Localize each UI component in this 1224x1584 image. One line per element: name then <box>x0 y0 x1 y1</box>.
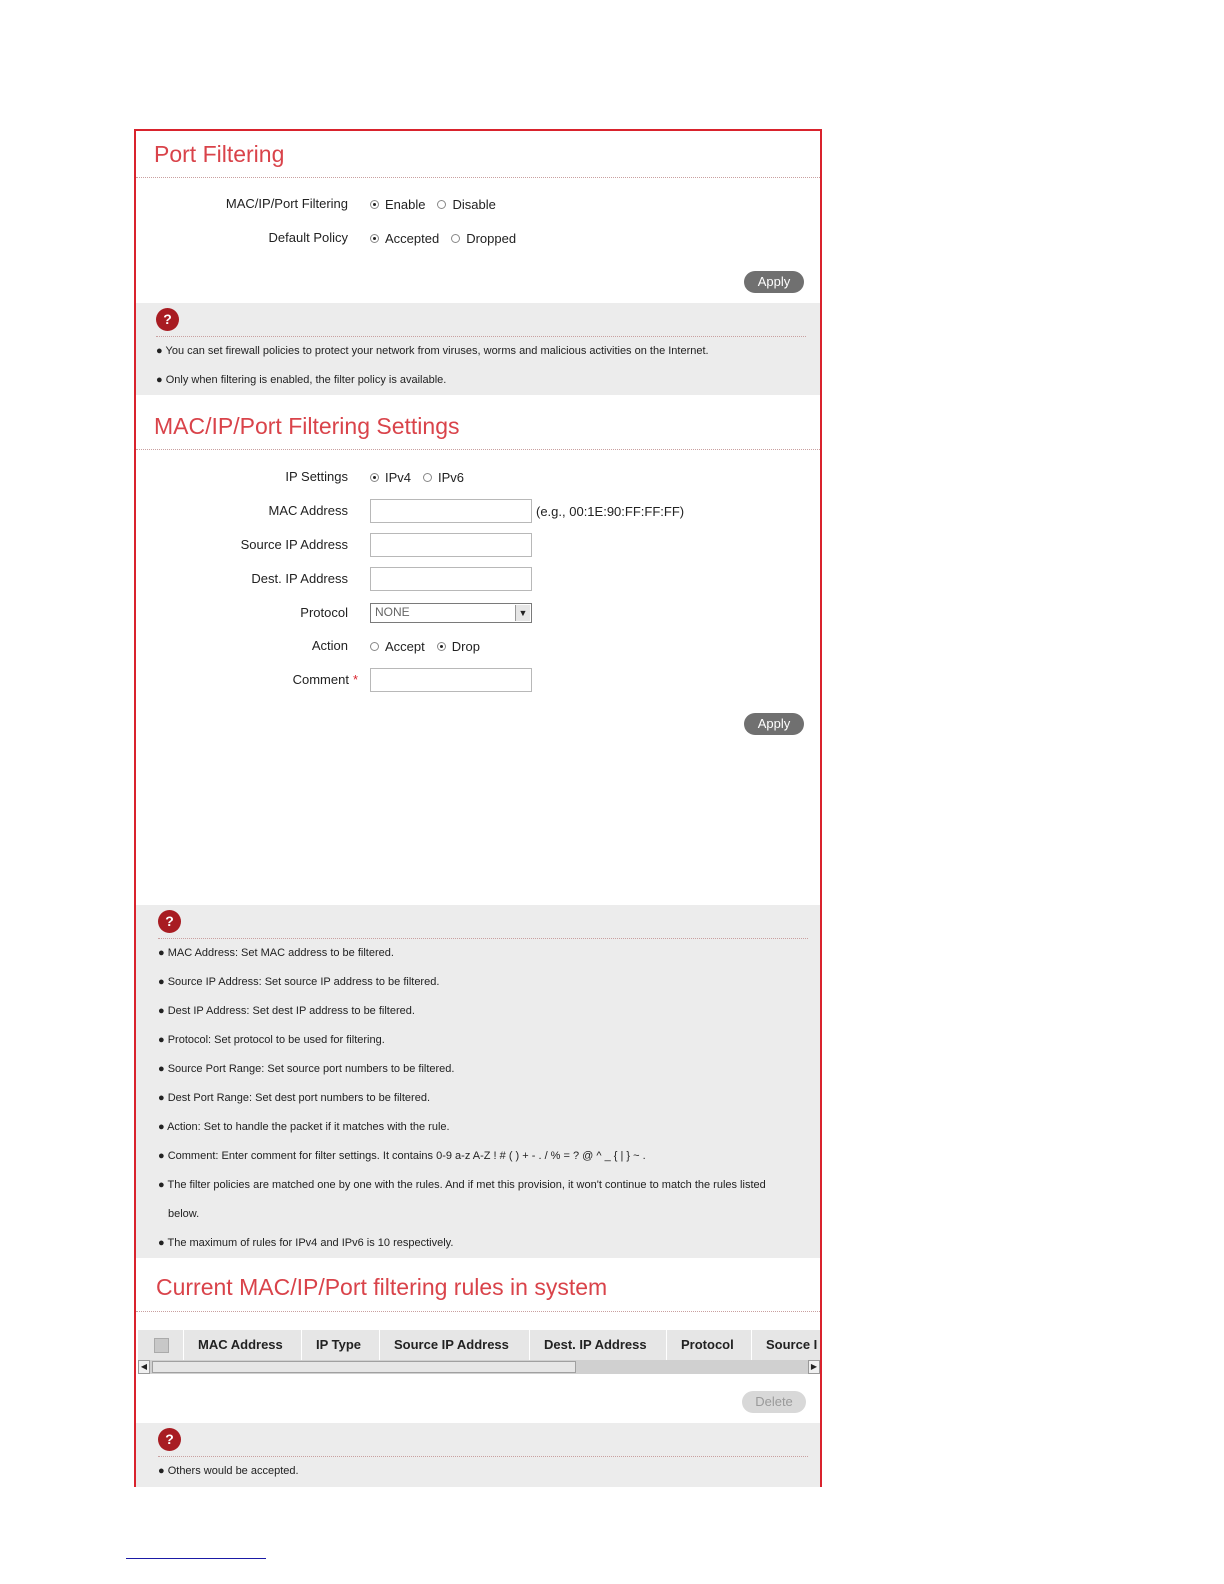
policy-accepted-label: Accepted <box>385 230 440 246</box>
ip-settings-label: IP Settings <box>285 469 348 484</box>
action-accept-label: Accept <box>385 638 425 654</box>
question-mark-icon[interactable]: ? <box>156 308 179 331</box>
help-panel-2 <box>136 905 820 1258</box>
divider <box>158 938 808 939</box>
radio-checked-icon <box>370 200 379 209</box>
radio-unchecked-icon <box>370 642 379 651</box>
help-line: ● The filter policies are matched one by one with the rules. And if met this provision, it won't continue to match the rules listed <box>158 1179 766 1191</box>
column-header: Source I <box>752 1330 820 1360</box>
divider <box>156 336 806 337</box>
protocol-selected-value: NONE <box>375 605 410 619</box>
help-line: ● MAC Address: Set MAC address to be filtered. <box>158 947 394 959</box>
help-panel-1 <box>136 303 820 395</box>
protocol-row <box>136 600 820 626</box>
default-policy-label: Default Policy <box>268 230 348 245</box>
required-mark: * <box>352 672 358 687</box>
help-line: ● Action: Set to handle the packet if it matches with the rule. <box>158 1121 450 1133</box>
radio-unchecked-icon <box>423 473 432 482</box>
comment-row <box>136 667 820 693</box>
mac-address-input[interactable] <box>370 499 532 523</box>
help-line: below. <box>168 1208 200 1220</box>
mac-ip-port-filtering-label: MAC/IP/Port Filtering <box>225 196 348 211</box>
ipv4-label: IPv4 <box>385 469 412 485</box>
filtering-disable-radio[interactable] <box>437 197 495 212</box>
help-line: ● The maximum of rules for IPv4 and IPv6 is 10 respectively. <box>158 1237 454 1249</box>
action-accept-radio[interactable] <box>370 639 425 654</box>
mac-address-label: MAC Address <box>268 503 348 518</box>
chevron-down-icon[interactable]: ▼ <box>515 605 530 621</box>
filtering-disable-label: Disable <box>452 196 496 212</box>
policy-dropped-label: Dropped <box>466 230 517 246</box>
divider <box>136 177 820 178</box>
help-panel-3 <box>136 1423 820 1487</box>
dest-ip-input[interactable] <box>370 567 532 591</box>
main-panel <box>134 129 822 1487</box>
scroll-right-icon[interactable]: ▶ <box>808 1360 820 1374</box>
protocol-select[interactable] <box>370 603 532 623</box>
source-ip-row <box>136 532 820 558</box>
radio-checked-icon <box>370 473 379 482</box>
comment-input[interactable] <box>370 668 532 692</box>
column-header: Source IP Address <box>380 1330 530 1360</box>
radio-unchecked-icon <box>451 234 460 243</box>
ip-settings-row <box>136 464 820 490</box>
comment-label <box>293 672 358 687</box>
help-line: ● Others would be accepted. <box>158 1465 299 1477</box>
radio-unchecked-icon <box>437 200 446 209</box>
dest-ip-label: Dest. IP Address <box>251 571 348 586</box>
help-line: ● Dest Port Range: Set dest port numbers to be filtered. <box>158 1092 431 1104</box>
question-mark-icon[interactable]: ? <box>158 1428 181 1451</box>
help-line: ● Source Port Range: Set source port numbers to be filtered. <box>158 1063 455 1075</box>
horizontal-scrollbar[interactable] <box>138 1360 820 1374</box>
mac-address-row <box>136 498 820 524</box>
ipv6-radio[interactable] <box>423 470 464 485</box>
settings-title: MAC/IP/Port Filtering Settings <box>154 413 460 439</box>
rules-title: Current MAC/IP/Port filtering rules in system <box>156 1274 608 1300</box>
help-line: ● Only when filtering is enabled, the filter policy is available. <box>156 374 447 386</box>
settings-apply-button[interactable]: Apply <box>744 713 804 735</box>
help-line: ● Source IP Address: Set source IP address to be filtered. <box>158 976 440 988</box>
help-line: ● Protocol: Set protocol to be used for filtering. <box>158 1034 385 1046</box>
source-ip-label: Source IP Address <box>240 537 348 552</box>
column-header: IP Type <box>302 1330 380 1360</box>
ipv6-label: IPv6 <box>438 469 465 485</box>
dest-ip-row <box>136 566 820 592</box>
action-drop-radio[interactable] <box>437 639 480 654</box>
divider <box>136 1311 820 1312</box>
select-all-cell <box>138 1330 184 1360</box>
mac-ip-port-filtering-row <box>136 191 820 217</box>
select-all-checkbox[interactable] <box>154 1338 169 1353</box>
default-policy-row <box>136 225 820 251</box>
policy-accepted-radio[interactable] <box>370 231 439 246</box>
help-line: ● Dest IP Address: Set dest IP address to be filtered. <box>158 1005 415 1017</box>
divider <box>158 1456 808 1457</box>
column-header: Dest. IP Address <box>530 1330 667 1360</box>
help-line: ● Comment: Enter comment for filter settings. It contains 0-9 a-z A-Z ! # ( ) + - . / % = ? @ ^ _ { | } ~ . <box>158 1150 646 1162</box>
protocol-label: Protocol <box>300 605 348 620</box>
filtering-enable-label: Enable <box>385 196 426 212</box>
action-label: Action <box>311 638 348 653</box>
scrollbar-thumb[interactable] <box>152 1361 576 1373</box>
scroll-left-icon[interactable]: ◀ <box>138 1360 150 1374</box>
question-mark-icon[interactable]: ? <box>158 910 181 933</box>
mac-address-hint: (e.g., 00:1E:90:FF:FF:FF) <box>536 503 685 519</box>
rules-table-header <box>138 1330 820 1360</box>
comment-label-text: Comment <box>292 672 349 687</box>
port-filtering-title: Port Filtering <box>154 141 285 167</box>
column-header: Protocol <box>667 1330 752 1360</box>
help-line: ● You can set firewall policies to protect your network from viruses, worms and malicious activities on the Internet. <box>156 345 709 357</box>
action-drop-label: Drop <box>451 638 480 654</box>
action-row <box>136 633 820 659</box>
radio-checked-icon <box>437 642 446 651</box>
port-filtering-apply-button[interactable]: Apply <box>744 271 804 293</box>
ipv4-radio[interactable] <box>370 470 411 485</box>
filtering-enable-radio[interactable] <box>370 197 425 212</box>
column-header: MAC Address <box>184 1330 302 1360</box>
divider <box>136 449 820 450</box>
delete-button[interactable]: Delete <box>742 1391 806 1413</box>
source-ip-input[interactable] <box>370 533 532 557</box>
radio-checked-icon <box>370 234 379 243</box>
footer-rule <box>126 1558 266 1559</box>
policy-dropped-radio[interactable] <box>451 231 516 246</box>
